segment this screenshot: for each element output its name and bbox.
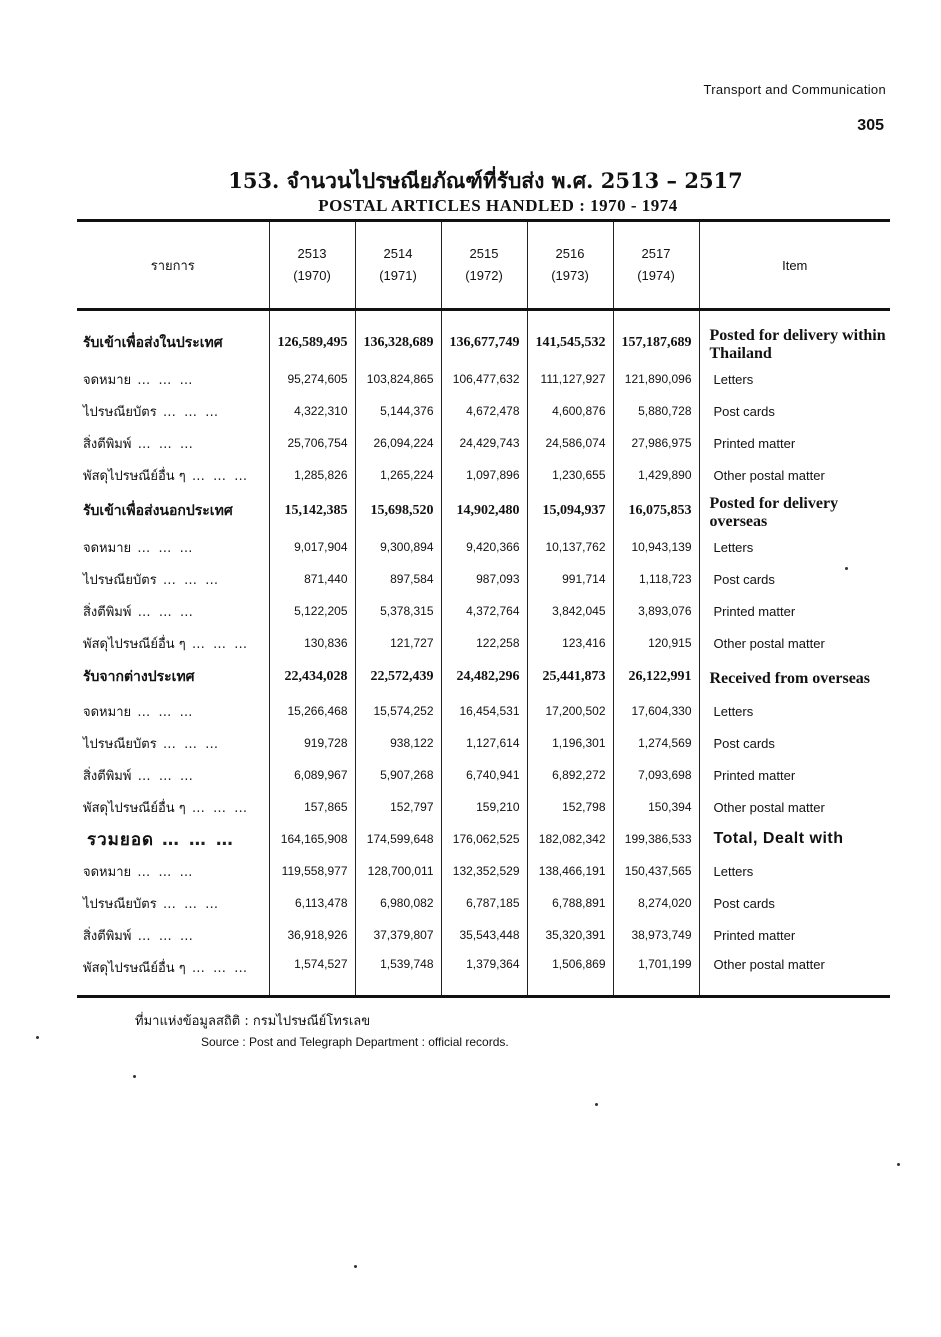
cell-value: 9,300,894 bbox=[355, 531, 441, 563]
cell-value: 3,842,045 bbox=[527, 595, 613, 627]
table-title-thai: 153. จำนวนไปรษณียภัณฑ์ที่รับส่ง พ.ศ. 2513 – 2517 bbox=[228, 168, 743, 193]
page-number: 305 bbox=[857, 117, 884, 134]
cell-value: 3,893,076 bbox=[613, 595, 699, 627]
spacer-row bbox=[77, 310, 890, 324]
row-label-text: พัสดุไปรษณีย์อื่น ๆ bbox=[83, 468, 186, 484]
cell-value: 6,980,082 bbox=[355, 887, 441, 919]
row-label-thai bbox=[77, 459, 269, 491]
cell-value: 123,416 bbox=[527, 627, 613, 659]
cell-value: 136,328,689 bbox=[355, 323, 441, 363]
cell-value: 6,089,967 bbox=[269, 759, 355, 791]
row-label-english: Other postal matter bbox=[699, 459, 890, 491]
table-title-english: POSTAL ARTICLES HANDLED : 1970 - 1974 bbox=[318, 196, 678, 215]
row-label-english: Printed matter bbox=[699, 595, 890, 627]
row-label-thai bbox=[77, 491, 269, 531]
table-row bbox=[77, 855, 890, 887]
cell-value: 35,320,391 bbox=[527, 919, 613, 951]
cell-value: 5,122,205 bbox=[269, 595, 355, 627]
cell-value: 176,062,525 bbox=[441, 823, 527, 855]
cell-value: 121,890,096 bbox=[613, 363, 699, 395]
row-label-thai bbox=[77, 791, 269, 823]
row-label-text: สิ่งตีพิมพ์ bbox=[83, 928, 132, 944]
table-row bbox=[77, 695, 890, 727]
row-label-thai bbox=[77, 595, 269, 627]
year-ce: (1972) bbox=[465, 268, 503, 283]
row-label-thai bbox=[77, 695, 269, 727]
table-row bbox=[77, 759, 890, 791]
year-be: 2514 bbox=[383, 246, 413, 261]
cell-value: 987,093 bbox=[441, 563, 527, 595]
table-row bbox=[77, 459, 890, 491]
cell-value: 174,599,648 bbox=[355, 823, 441, 855]
row-label-text: สิ่งตีพิมพ์ bbox=[83, 436, 132, 452]
row-label-thai bbox=[77, 951, 269, 997]
row-label-text: ไปรษณียบัตร bbox=[83, 896, 157, 912]
row-label-text: ไปรษณียบัตร bbox=[83, 736, 157, 752]
cell-value: 95,274,605 bbox=[269, 363, 355, 395]
cell-value: 150,437,565 bbox=[613, 855, 699, 887]
source-note-thai: ที่มาแห่งข้อมูลสถิติ : กรมไปรษณีย์โทรเลข bbox=[135, 1014, 371, 1029]
year-header bbox=[613, 221, 699, 310]
row-label-thai bbox=[77, 823, 269, 855]
cell-value: 15,698,520 bbox=[355, 491, 441, 531]
cell-value: 897,584 bbox=[355, 563, 441, 595]
scan-speck bbox=[354, 1265, 357, 1268]
row-label-english: Other postal matter bbox=[699, 791, 890, 823]
row-label-thai bbox=[77, 887, 269, 919]
row-label-thai bbox=[77, 531, 269, 563]
table-row bbox=[77, 323, 890, 363]
cell-value: 919,728 bbox=[269, 727, 355, 759]
cell-value: 9,420,366 bbox=[441, 531, 527, 563]
cell-value: 15,094,937 bbox=[527, 491, 613, 531]
cell-value: 9,017,904 bbox=[269, 531, 355, 563]
cell-value: 199,386,533 bbox=[613, 823, 699, 855]
cell-value: 1,429,890 bbox=[613, 459, 699, 491]
row-label-thai bbox=[77, 563, 269, 595]
item-header-english: Item bbox=[699, 221, 890, 310]
cell-value: 24,429,743 bbox=[441, 427, 527, 459]
row-label-english: Post cards bbox=[699, 395, 890, 427]
cell-value: 25,706,754 bbox=[269, 427, 355, 459]
row-label-english: Letters bbox=[699, 695, 890, 727]
row-label-text: รวมยอด bbox=[87, 829, 155, 850]
row-label-text: จดหมาย bbox=[83, 372, 132, 388]
row-label-english: Received from overseas bbox=[699, 659, 890, 695]
cell-value: 16,454,531 bbox=[441, 695, 527, 727]
cell-value: 164,165,908 bbox=[269, 823, 355, 855]
row-label-english: Printed matter bbox=[699, 759, 890, 791]
cell-value: 138,466,191 bbox=[527, 855, 613, 887]
year-header bbox=[355, 221, 441, 310]
row-label-text: พัสดุไปรษณีย์อื่น ๆ bbox=[83, 800, 186, 816]
leader-dots: … … … bbox=[131, 704, 195, 720]
leader-dots: … … … bbox=[131, 864, 195, 880]
row-label-text: รับเข้าเพื่อส่งในประเทศ bbox=[83, 335, 223, 351]
cell-value: 1,097,896 bbox=[441, 459, 527, 491]
row-label-thai bbox=[77, 759, 269, 791]
scan-speck bbox=[845, 567, 848, 570]
table-row bbox=[77, 919, 890, 951]
leader-dots: … … … bbox=[131, 604, 195, 620]
cell-value: 15,142,385 bbox=[269, 491, 355, 531]
row-label-text: ไปรษณียบัตร bbox=[83, 404, 157, 420]
cell-value: 991,714 bbox=[527, 563, 613, 595]
cell-value: 6,740,941 bbox=[441, 759, 527, 791]
row-label-text: พัสดุไปรษณีย์อื่น ๆ bbox=[83, 636, 186, 652]
table-header-row bbox=[77, 221, 890, 310]
cell-value: 103,824,865 bbox=[355, 363, 441, 395]
cell-value: 1,506,869 bbox=[527, 951, 613, 997]
year-ce: (1971) bbox=[379, 268, 417, 283]
table-row bbox=[77, 627, 890, 659]
cell-value: 152,797 bbox=[355, 791, 441, 823]
leader-dots: … … … bbox=[131, 372, 195, 388]
cell-value: 1,274,569 bbox=[613, 727, 699, 759]
leader-dots: … … … bbox=[131, 540, 195, 556]
leader-dots: … … … bbox=[156, 736, 221, 752]
cell-value: 17,604,330 bbox=[613, 695, 699, 727]
row-label-thai bbox=[77, 323, 269, 363]
cell-value: 1,230,655 bbox=[527, 459, 613, 491]
cell-value: 6,113,478 bbox=[269, 887, 355, 919]
leader-dots: … … … bbox=[156, 404, 221, 420]
cell-value: 5,907,268 bbox=[355, 759, 441, 791]
cell-value: 26,122,991 bbox=[613, 659, 699, 695]
cell-value: 130,836 bbox=[269, 627, 355, 659]
row-label-english: Other postal matter bbox=[699, 627, 890, 659]
cell-value: 24,482,296 bbox=[441, 659, 527, 695]
leader-dots: … … … bbox=[131, 928, 195, 944]
table-row bbox=[77, 427, 890, 459]
row-label-english: Posted for delivery within Thailand bbox=[699, 323, 890, 363]
year-be: 2515 bbox=[469, 246, 499, 261]
row-label-english: Letters bbox=[699, 531, 890, 563]
leader-dots: … … … bbox=[156, 896, 221, 912]
row-label-text: รับเข้าเพื่อส่งนอกประเทศ bbox=[83, 503, 233, 519]
year-be: 2517 bbox=[641, 246, 671, 261]
cell-value: 157,865 bbox=[269, 791, 355, 823]
leader-dots: … … … bbox=[185, 468, 250, 484]
source-note-english: Source : Post and Telegraph Department : official records. bbox=[201, 1035, 509, 1049]
cell-value: 128,700,011 bbox=[355, 855, 441, 887]
scan-speck bbox=[595, 1103, 598, 1106]
cell-value: 10,943,139 bbox=[613, 531, 699, 563]
row-label-text: รับจากต่างประเทศ bbox=[83, 669, 195, 685]
cell-value: 4,322,310 bbox=[269, 395, 355, 427]
row-label-thai bbox=[77, 627, 269, 659]
cell-value: 16,075,853 bbox=[613, 491, 699, 531]
table-row bbox=[77, 531, 890, 563]
scan-speck bbox=[897, 1163, 900, 1166]
cell-value: 1,118,723 bbox=[613, 563, 699, 595]
row-label-english: Letters bbox=[699, 855, 890, 887]
cell-value: 4,372,764 bbox=[441, 595, 527, 627]
table-row bbox=[77, 395, 890, 427]
row-label-thai bbox=[77, 659, 269, 695]
table-row bbox=[77, 491, 890, 531]
table-row bbox=[77, 791, 890, 823]
cell-value: 10,137,762 bbox=[527, 531, 613, 563]
cell-value: 126,589,495 bbox=[269, 323, 355, 363]
row-label-thai bbox=[77, 855, 269, 887]
cell-value: 24,586,074 bbox=[527, 427, 613, 459]
cell-value: 157,187,689 bbox=[613, 323, 699, 363]
table-row bbox=[77, 659, 890, 695]
row-label-english: Post cards bbox=[699, 887, 890, 919]
cell-value: 159,210 bbox=[441, 791, 527, 823]
cell-value: 25,441,873 bbox=[527, 659, 613, 695]
cell-value: 38,973,749 bbox=[613, 919, 699, 951]
table-row bbox=[77, 363, 890, 395]
cell-value: 150,394 bbox=[613, 791, 699, 823]
row-label-english: Printed matter bbox=[699, 919, 890, 951]
year-be: 2513 bbox=[297, 246, 327, 261]
cell-value: 22,434,028 bbox=[269, 659, 355, 695]
year-ce: (1973) bbox=[551, 268, 589, 283]
table-row bbox=[77, 951, 890, 997]
cell-value: 5,144,376 bbox=[355, 395, 441, 427]
cell-value: 106,477,632 bbox=[441, 363, 527, 395]
cell-value: 152,798 bbox=[527, 791, 613, 823]
table-row bbox=[77, 823, 890, 855]
leader-dots: … … … bbox=[185, 800, 250, 816]
cell-value: 1,574,527 bbox=[269, 951, 355, 997]
row-label-english: Printed matter bbox=[699, 427, 890, 459]
leader-dots: … … … bbox=[185, 961, 250, 976]
cell-value: 871,440 bbox=[269, 563, 355, 595]
cell-value: 4,600,876 bbox=[527, 395, 613, 427]
row-label-thai bbox=[77, 727, 269, 759]
year-header bbox=[441, 221, 527, 310]
cell-value: 111,127,927 bbox=[527, 363, 613, 395]
row-label-english: Post cards bbox=[699, 727, 890, 759]
cell-value: 35,543,448 bbox=[441, 919, 527, 951]
row-label-english: Other postal matter bbox=[699, 951, 890, 997]
cell-value: 1,127,614 bbox=[441, 727, 527, 759]
cell-value: 132,352,529 bbox=[441, 855, 527, 887]
year-ce: (1970) bbox=[293, 268, 331, 283]
cell-value: 5,880,728 bbox=[613, 395, 699, 427]
row-label-text: สิ่งตีพิมพ์ bbox=[83, 768, 132, 784]
cell-value: 6,787,185 bbox=[441, 887, 527, 919]
cell-value: 26,094,224 bbox=[355, 427, 441, 459]
cell-value: 119,558,977 bbox=[269, 855, 355, 887]
year-header bbox=[269, 221, 355, 310]
cell-value: 15,574,252 bbox=[355, 695, 441, 727]
cell-value: 22,572,439 bbox=[355, 659, 441, 695]
cell-value: 121,727 bbox=[355, 627, 441, 659]
table-row bbox=[77, 595, 890, 627]
year-ce: (1974) bbox=[637, 268, 675, 283]
leader-dots: … … … bbox=[154, 829, 235, 850]
cell-value: 1,285,826 bbox=[269, 459, 355, 491]
cell-value: 5,378,315 bbox=[355, 595, 441, 627]
row-label-text: จดหมาย bbox=[83, 540, 132, 556]
row-label-thai bbox=[77, 363, 269, 395]
year-be: 2516 bbox=[555, 246, 585, 261]
cell-value: 1,379,364 bbox=[441, 951, 527, 997]
cell-value: 1,196,301 bbox=[527, 727, 613, 759]
cell-value: 1,265,224 bbox=[355, 459, 441, 491]
cell-value: 122,258 bbox=[441, 627, 527, 659]
statistics-table bbox=[77, 219, 890, 998]
cell-value: 938,122 bbox=[355, 727, 441, 759]
row-label-text: จดหมาย bbox=[83, 864, 132, 880]
item-header-thai: รายการ bbox=[77, 221, 269, 310]
cell-value: 120,915 bbox=[613, 627, 699, 659]
cell-value: 14,902,480 bbox=[441, 491, 527, 531]
row-label-text: สิ่งตีพิมพ์ bbox=[83, 604, 132, 620]
scan-speck bbox=[36, 1036, 39, 1039]
year-header bbox=[527, 221, 613, 310]
leader-dots: … … … bbox=[156, 572, 221, 588]
cell-value: 6,892,272 bbox=[527, 759, 613, 791]
row-label-text: จดหมาย bbox=[83, 704, 132, 720]
cell-value: 6,788,891 bbox=[527, 887, 613, 919]
row-label-english: Posted for delivery overseas bbox=[699, 491, 890, 531]
cell-value: 182,082,342 bbox=[527, 823, 613, 855]
table-row bbox=[77, 727, 890, 759]
cell-value: 36,918,926 bbox=[269, 919, 355, 951]
row-label-english: Letters bbox=[699, 363, 890, 395]
cell-value: 4,672,478 bbox=[441, 395, 527, 427]
cell-value: 1,701,199 bbox=[613, 951, 699, 997]
cell-value: 27,986,975 bbox=[613, 427, 699, 459]
cell-value: 17,200,502 bbox=[527, 695, 613, 727]
leader-dots: … … … bbox=[131, 768, 195, 784]
leader-dots: … … … bbox=[131, 436, 195, 452]
cell-value: 8,274,020 bbox=[613, 887, 699, 919]
running-header: Transport and Communication bbox=[703, 82, 886, 97]
cell-value: 136,677,749 bbox=[441, 323, 527, 363]
cell-value: 15,266,468 bbox=[269, 695, 355, 727]
leader-dots: … … … bbox=[185, 636, 250, 652]
cell-value: 37,379,807 bbox=[355, 919, 441, 951]
cell-value: 7,093,698 bbox=[613, 759, 699, 791]
row-label-english: Total, Dealt with bbox=[699, 823, 890, 855]
row-label-text: ไปรษณียบัตร bbox=[83, 572, 157, 588]
table-row bbox=[77, 563, 890, 595]
scan-speck bbox=[133, 1075, 136, 1078]
cell-value: 1,539,748 bbox=[355, 951, 441, 997]
row-label-thai bbox=[77, 395, 269, 427]
table-row bbox=[77, 887, 890, 919]
row-label-english: Post cards bbox=[699, 563, 890, 595]
row-label-text: พัสดุไปรษณีย์อื่น ๆ bbox=[83, 961, 186, 976]
row-label-thai bbox=[77, 427, 269, 459]
cell-value: 141,545,532 bbox=[527, 323, 613, 363]
table-body bbox=[77, 310, 890, 997]
row-label-thai bbox=[77, 919, 269, 951]
